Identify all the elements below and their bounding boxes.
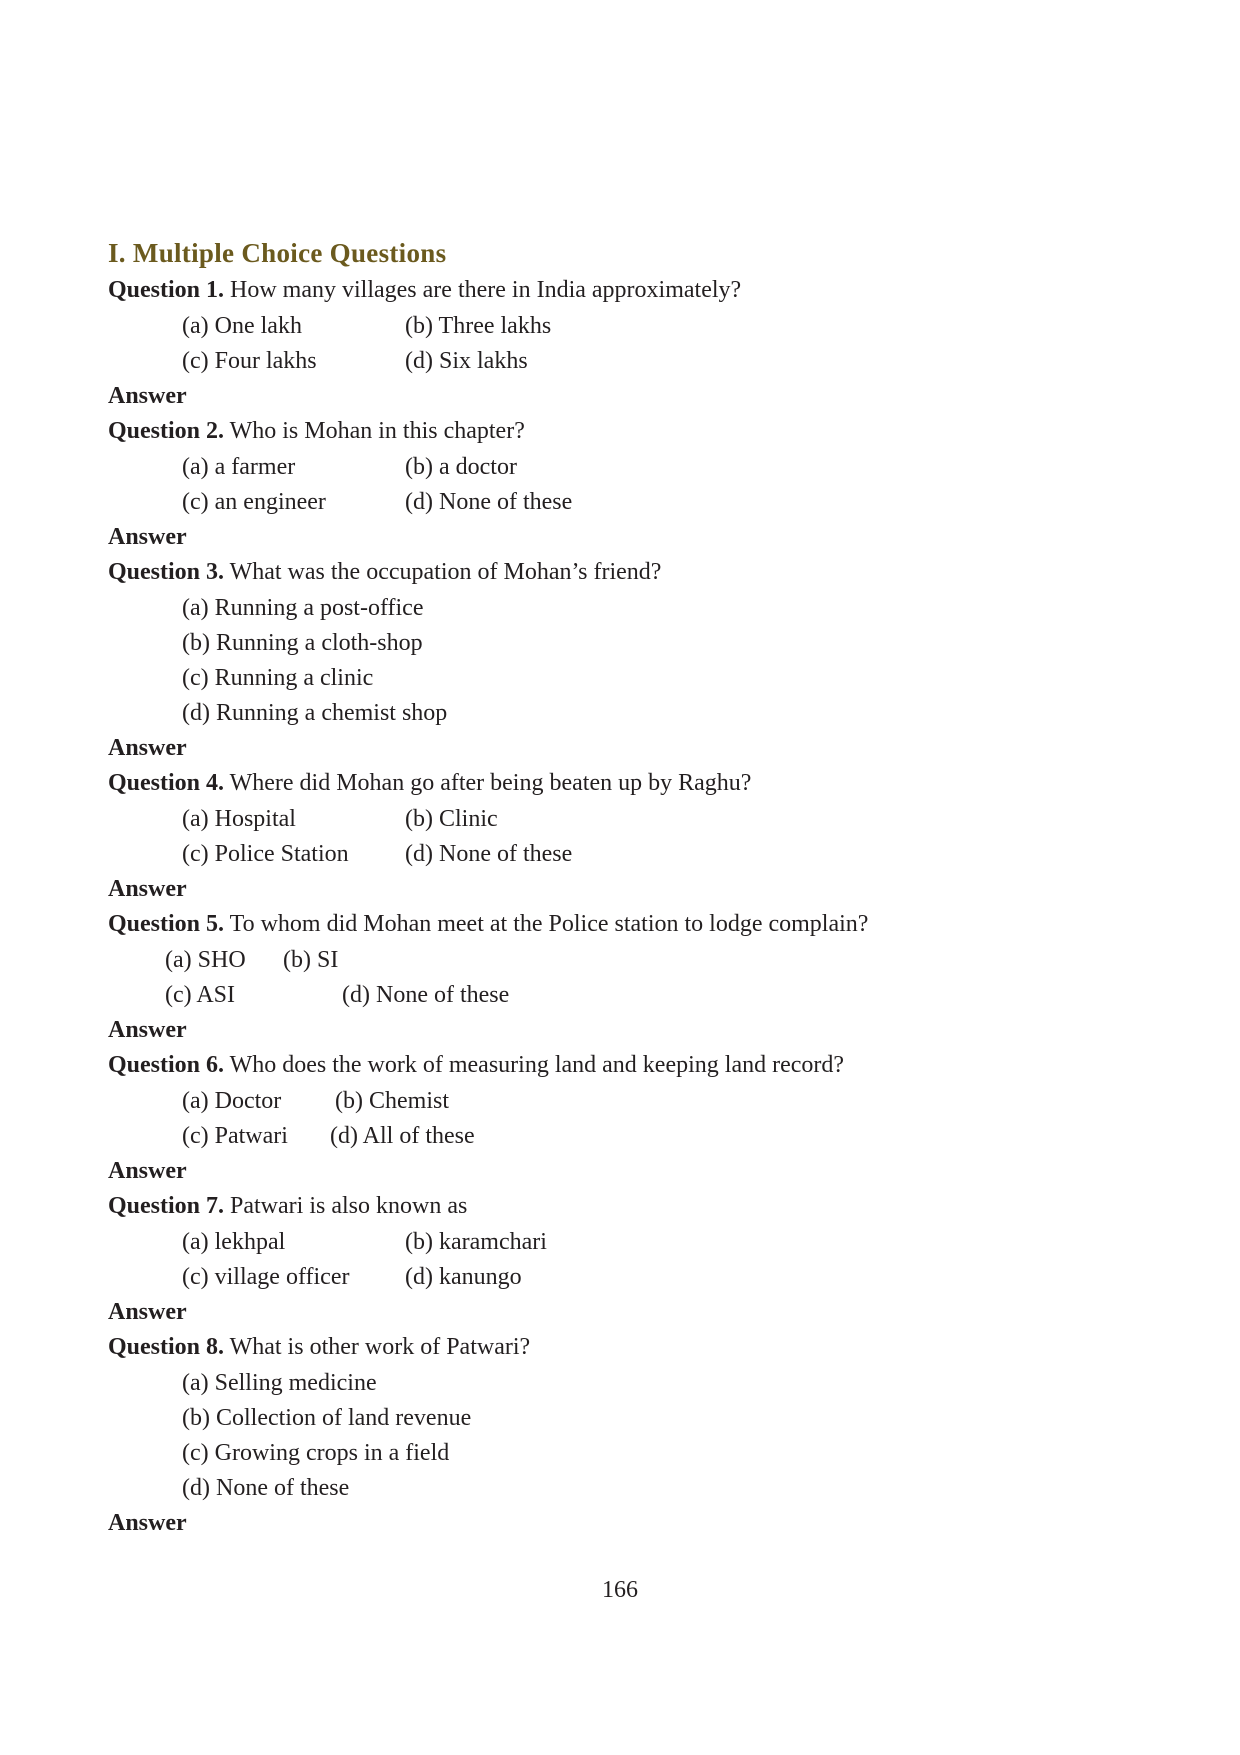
answer-label: Answer (108, 1299, 187, 1325)
question-3 (108, 557, 661, 587)
option-b: (b) SI (283, 947, 339, 973)
option-a: (a) SHO (165, 947, 246, 973)
option-a: (a) Selling medicine (182, 1370, 377, 1396)
option-d: (d) None of these (182, 1475, 350, 1501)
question-text: Who is Mohan in this chapter? (224, 418, 525, 444)
option-d: (d) None of these (342, 982, 510, 1008)
section-heading: I. Multiple Choice Questions (108, 238, 447, 268)
question-number: Question 1. (108, 277, 225, 303)
answer-label: Answer (108, 735, 187, 761)
question-text: Where did Mohan go after being beaten up by Raghu? (224, 770, 752, 796)
question-text: What was the occupation of Mohan’s friend? (224, 559, 662, 585)
question-1 (108, 275, 741, 305)
option-b: (b) Clinic (405, 806, 498, 832)
option-d: (d) None of these (405, 841, 573, 867)
option-c: (c) Police Station (182, 841, 349, 867)
answer-label: Answer (108, 383, 187, 409)
option-a: (a) Hospital (182, 806, 296, 832)
option-b: (b) Chemist (335, 1088, 449, 1114)
answer-label: Answer (108, 1017, 187, 1043)
answer-label: Answer (108, 524, 187, 550)
answer-label: Answer (108, 1510, 187, 1536)
question-2 (108, 416, 525, 446)
option-a: (a) One lakh (182, 313, 302, 339)
option-d: (d) kanungo (405, 1264, 522, 1290)
question-7 (108, 1191, 467, 1221)
option-d: (d) Running a chemist shop (182, 700, 448, 726)
question-8 (108, 1332, 530, 1362)
question-text: How many villages are there in India approximately? (224, 277, 742, 303)
question-number: Question 8. (108, 1334, 225, 1360)
option-b: (b) Three lakhs (405, 313, 552, 339)
question-text: What is other work of Patwari? (224, 1334, 531, 1360)
question-text: Who does the work of measuring land and keeping land record? (224, 1052, 845, 1078)
question-number: Question 7. (108, 1193, 225, 1219)
option-d: (d) Six lakhs (405, 348, 528, 374)
option-c: (c) village officer (182, 1264, 350, 1290)
question-text: Patwari is also known as (224, 1193, 468, 1219)
question-5 (108, 909, 868, 939)
option-a: (a) lekhpal (182, 1229, 286, 1255)
option-a: (a) a farmer (182, 454, 296, 480)
question-text: To whom did Mohan meet at the Police station to lodge complain? (224, 911, 869, 937)
option-c: (c) ASI (165, 982, 235, 1008)
option-b: (b) a doctor (405, 454, 517, 480)
option-a: (a) Running a post-office (182, 595, 424, 621)
option-b: (b) Collection of land revenue (182, 1405, 472, 1431)
option-c: (c) Patwari (182, 1123, 288, 1149)
option-c: (c) Four lakhs (182, 348, 317, 374)
option-c: (c) Growing crops in a field (182, 1440, 450, 1466)
answer-label: Answer (108, 876, 187, 902)
question-6 (108, 1050, 844, 1080)
option-c: (c) an engineer (182, 489, 326, 515)
question-number: Question 3. (108, 559, 225, 585)
question-number: Question 2. (108, 418, 225, 444)
question-number: Question 5. (108, 911, 225, 937)
option-b: (b) karamchari (405, 1229, 547, 1255)
option-a: (a) Doctor (182, 1088, 282, 1114)
option-d: (d) All of these (330, 1123, 475, 1149)
page-number: 166 (602, 1577, 638, 1603)
option-d: (d) None of these (405, 489, 573, 515)
question-4 (108, 768, 751, 798)
answer-label: Answer (108, 1158, 187, 1184)
option-b: (b) Running a cloth-shop (182, 630, 423, 656)
question-number: Question 4. (108, 770, 225, 796)
question-number: Question 6. (108, 1052, 225, 1078)
option-c: (c) Running a clinic (182, 665, 374, 691)
